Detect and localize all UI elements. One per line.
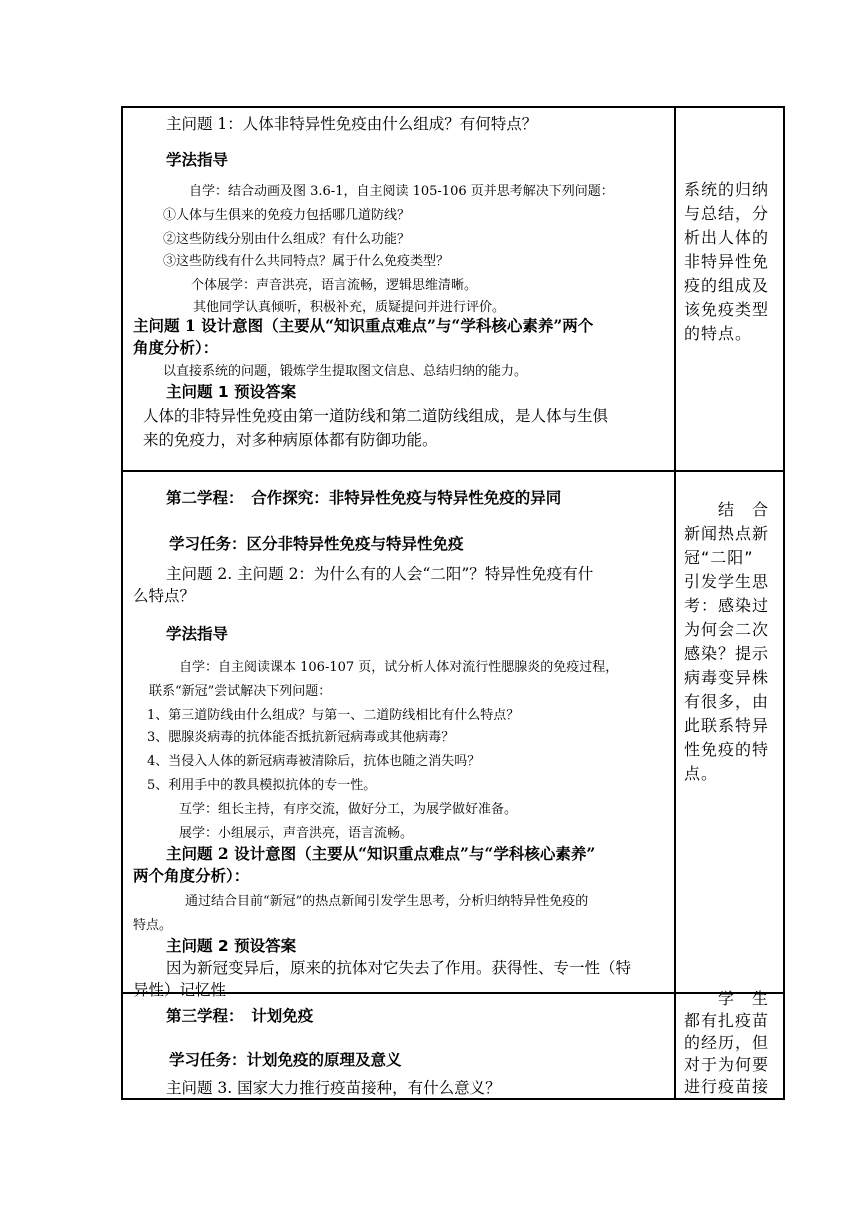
side-note-line: 对于为何要 [684, 1055, 770, 1074]
side-note-line: 有很多，由 [684, 692, 770, 711]
preset-answer-2-heading: 主问题 2 预设答案 [166, 937, 297, 955]
design-intent-1-body: 以直接系统的问题，锻炼学生提取图文信息、总结归纳的能力。 [163, 364, 528, 379]
side-note-line: 引发学生思 [684, 572, 770, 591]
side-note-line: 点。 [684, 764, 719, 783]
side-note-line: 的特点。 [684, 324, 753, 343]
design-intent-1-line-1: 主问题 1 设计意图（主要从“知识重点难点”与“学科核心素养”两个 [133, 316, 594, 335]
section-1-side-note [684, 178, 776, 346]
design-intent-1-line-2: 角度分析）： [133, 338, 219, 357]
side-note-line: 进行疫苗接 [684, 1077, 770, 1096]
section-1-main-cell [122, 107, 675, 471]
study-guide-heading: 学法指导 [166, 625, 229, 643]
stage-3-title: 第三学程： 计划免疫 [166, 1007, 314, 1025]
preset-answer-2-line-1: 因为新冠变异后，原来的抗体对它失去了作用。获得性、专一性（特 [166, 959, 632, 977]
side-note-line: 都有扎疫苗 [684, 1011, 770, 1030]
learning-task-2: 学习任务：区分非特异性免疫与特异性免疫 [169, 535, 464, 553]
stage-2-title: 第二学程： 合作探究：非特异性免疫与特异性免疫的异同 [166, 489, 562, 507]
group-show-text: 展学：小组展示，声音洪亮，语言流畅。 [179, 826, 414, 841]
side-note-line: 学 生 [684, 989, 770, 1008]
side-note-line: 的经历，但 [684, 1033, 770, 1052]
section-3-main-cell [122, 993, 675, 1099]
side-note-line: 为何会二次 [684, 620, 770, 639]
question-item-1: 1、第三道防线由什么组成？与第一、二道防线相比有什么特点？ [147, 708, 520, 723]
section-3-side-cell [675, 989, 784, 1099]
self-study-line-1: 自学：自主阅读课本 106-107 页，试分析人体对流行性腮腺炎的免疫过程， [179, 660, 619, 675]
main-question-1: 主问题 1：人体非特异性免疫由什么组成？有何特点？ [166, 115, 538, 133]
layout-table [121, 106, 785, 1100]
side-note-line: 病毒变异株 [684, 668, 770, 687]
question-item-1: ①人体与生俱来的免疫力包括哪几道防线？ [163, 208, 411, 223]
design-intent-2-line-1: 主问题 2 设计意图（主要从“知识重点难点”与“学科核心素养” [166, 844, 596, 863]
side-note-line: 结 合 [684, 500, 770, 519]
side-note-line: 非特异性免 [684, 252, 770, 271]
learning-task-3: 学习任务：计划免疫的原理及意义 [169, 1051, 402, 1069]
section-3-side-note [684, 988, 776, 1098]
main-question-3: 主问题 3. 国家大力推行疫苗接种，有什么意义？ [166, 1079, 501, 1097]
lesson-plan-table [121, 106, 783, 1100]
preset-answer-1-line-2: 来的免疫力，对多种病原体都有防御功能。 [143, 431, 438, 449]
section-2-side-note [684, 498, 776, 786]
section-2-side-cell [675, 471, 784, 993]
individual-show-text: 个体展学：声音洪亮，语言流畅，逻辑思维清晰。 [191, 278, 478, 293]
row-section-1 [122, 107, 784, 471]
study-guide-heading: 学法指导 [166, 151, 229, 169]
design-intent-2-line-2: 两个角度分析）： [133, 866, 250, 885]
side-note-line: 冠“二阳” [684, 548, 754, 567]
section-1-side-cell [675, 107, 784, 471]
question-item-4: 4、当侵入人体的新冠病毒被清除后，抗体也随之消失吗？ [147, 754, 481, 769]
side-note-line: 此联系特异 [684, 716, 770, 735]
design-intent-2-body-line-1: 通过结合目前“新冠”的热点新闻引发学生思考，分析归纳特异性免疫的 [185, 894, 589, 909]
side-note-line: 系统的归纳 [684, 180, 770, 199]
side-note-line: 感染？提示 [684, 644, 770, 663]
side-note-line: 该免疫类型 [684, 300, 770, 319]
row-section-3 [122, 993, 784, 1099]
side-note-line: 考：感染过 [684, 596, 770, 615]
peer-review-text: 其他同学认真倾听，积极补充，质疑提问并进行评价。 [193, 300, 506, 315]
question-item-3: 3、腮腺炎病毒的抗体能否抵抗新冠病毒或其他病毒？ [147, 730, 455, 745]
preset-answer-2-line-2: 异性）记忆性 [133, 981, 227, 999]
question-item-5: 5、利用手中的教具模拟抗体的专一性。 [147, 778, 377, 793]
preset-answer-1-line-1: 人体的非特异性免疫由第一道防线和第二道防线组成，是人体与生俱 [143, 407, 609, 425]
self-study-text: 自学：结合动画及图 3.6-1，自主阅读 105-106 页并思考解决下列问题： [189, 184, 614, 199]
side-note-line: 性免疫的特 [684, 740, 770, 759]
question-item-3: ③这些防线有什么共同特点？属于什么免疫类型？ [163, 254, 450, 269]
main-question-2-line-1: 主问题 2. 主问题 2：为什么有的人会“二阳”？特异性免疫有什 [166, 565, 594, 583]
side-note-line: 析出人体的 [684, 228, 770, 247]
side-note-line: 新闻热点新 [684, 524, 770, 543]
main-question-2-line-2: 么特点？ [133, 587, 196, 605]
question-item-2: ②这些防线分别由什么组成？有什么功能？ [163, 232, 411, 247]
section-2-main-cell [122, 471, 675, 999]
preset-answer-1-heading: 主问题 1 预设答案 [166, 383, 297, 401]
row-section-2 [122, 471, 784, 993]
self-study-line-2: 联系“新冠”尝试解决下列问题： [149, 684, 332, 699]
side-note-line: 与总结，分 [684, 204, 770, 223]
design-intent-2-body-line-2: 特点。 [133, 918, 173, 933]
mutual-learning-text: 互学：组长主持，有序交流，做好分工，为展学做好准备。 [179, 802, 518, 817]
side-note-line: 疫的组成及 [684, 276, 770, 295]
